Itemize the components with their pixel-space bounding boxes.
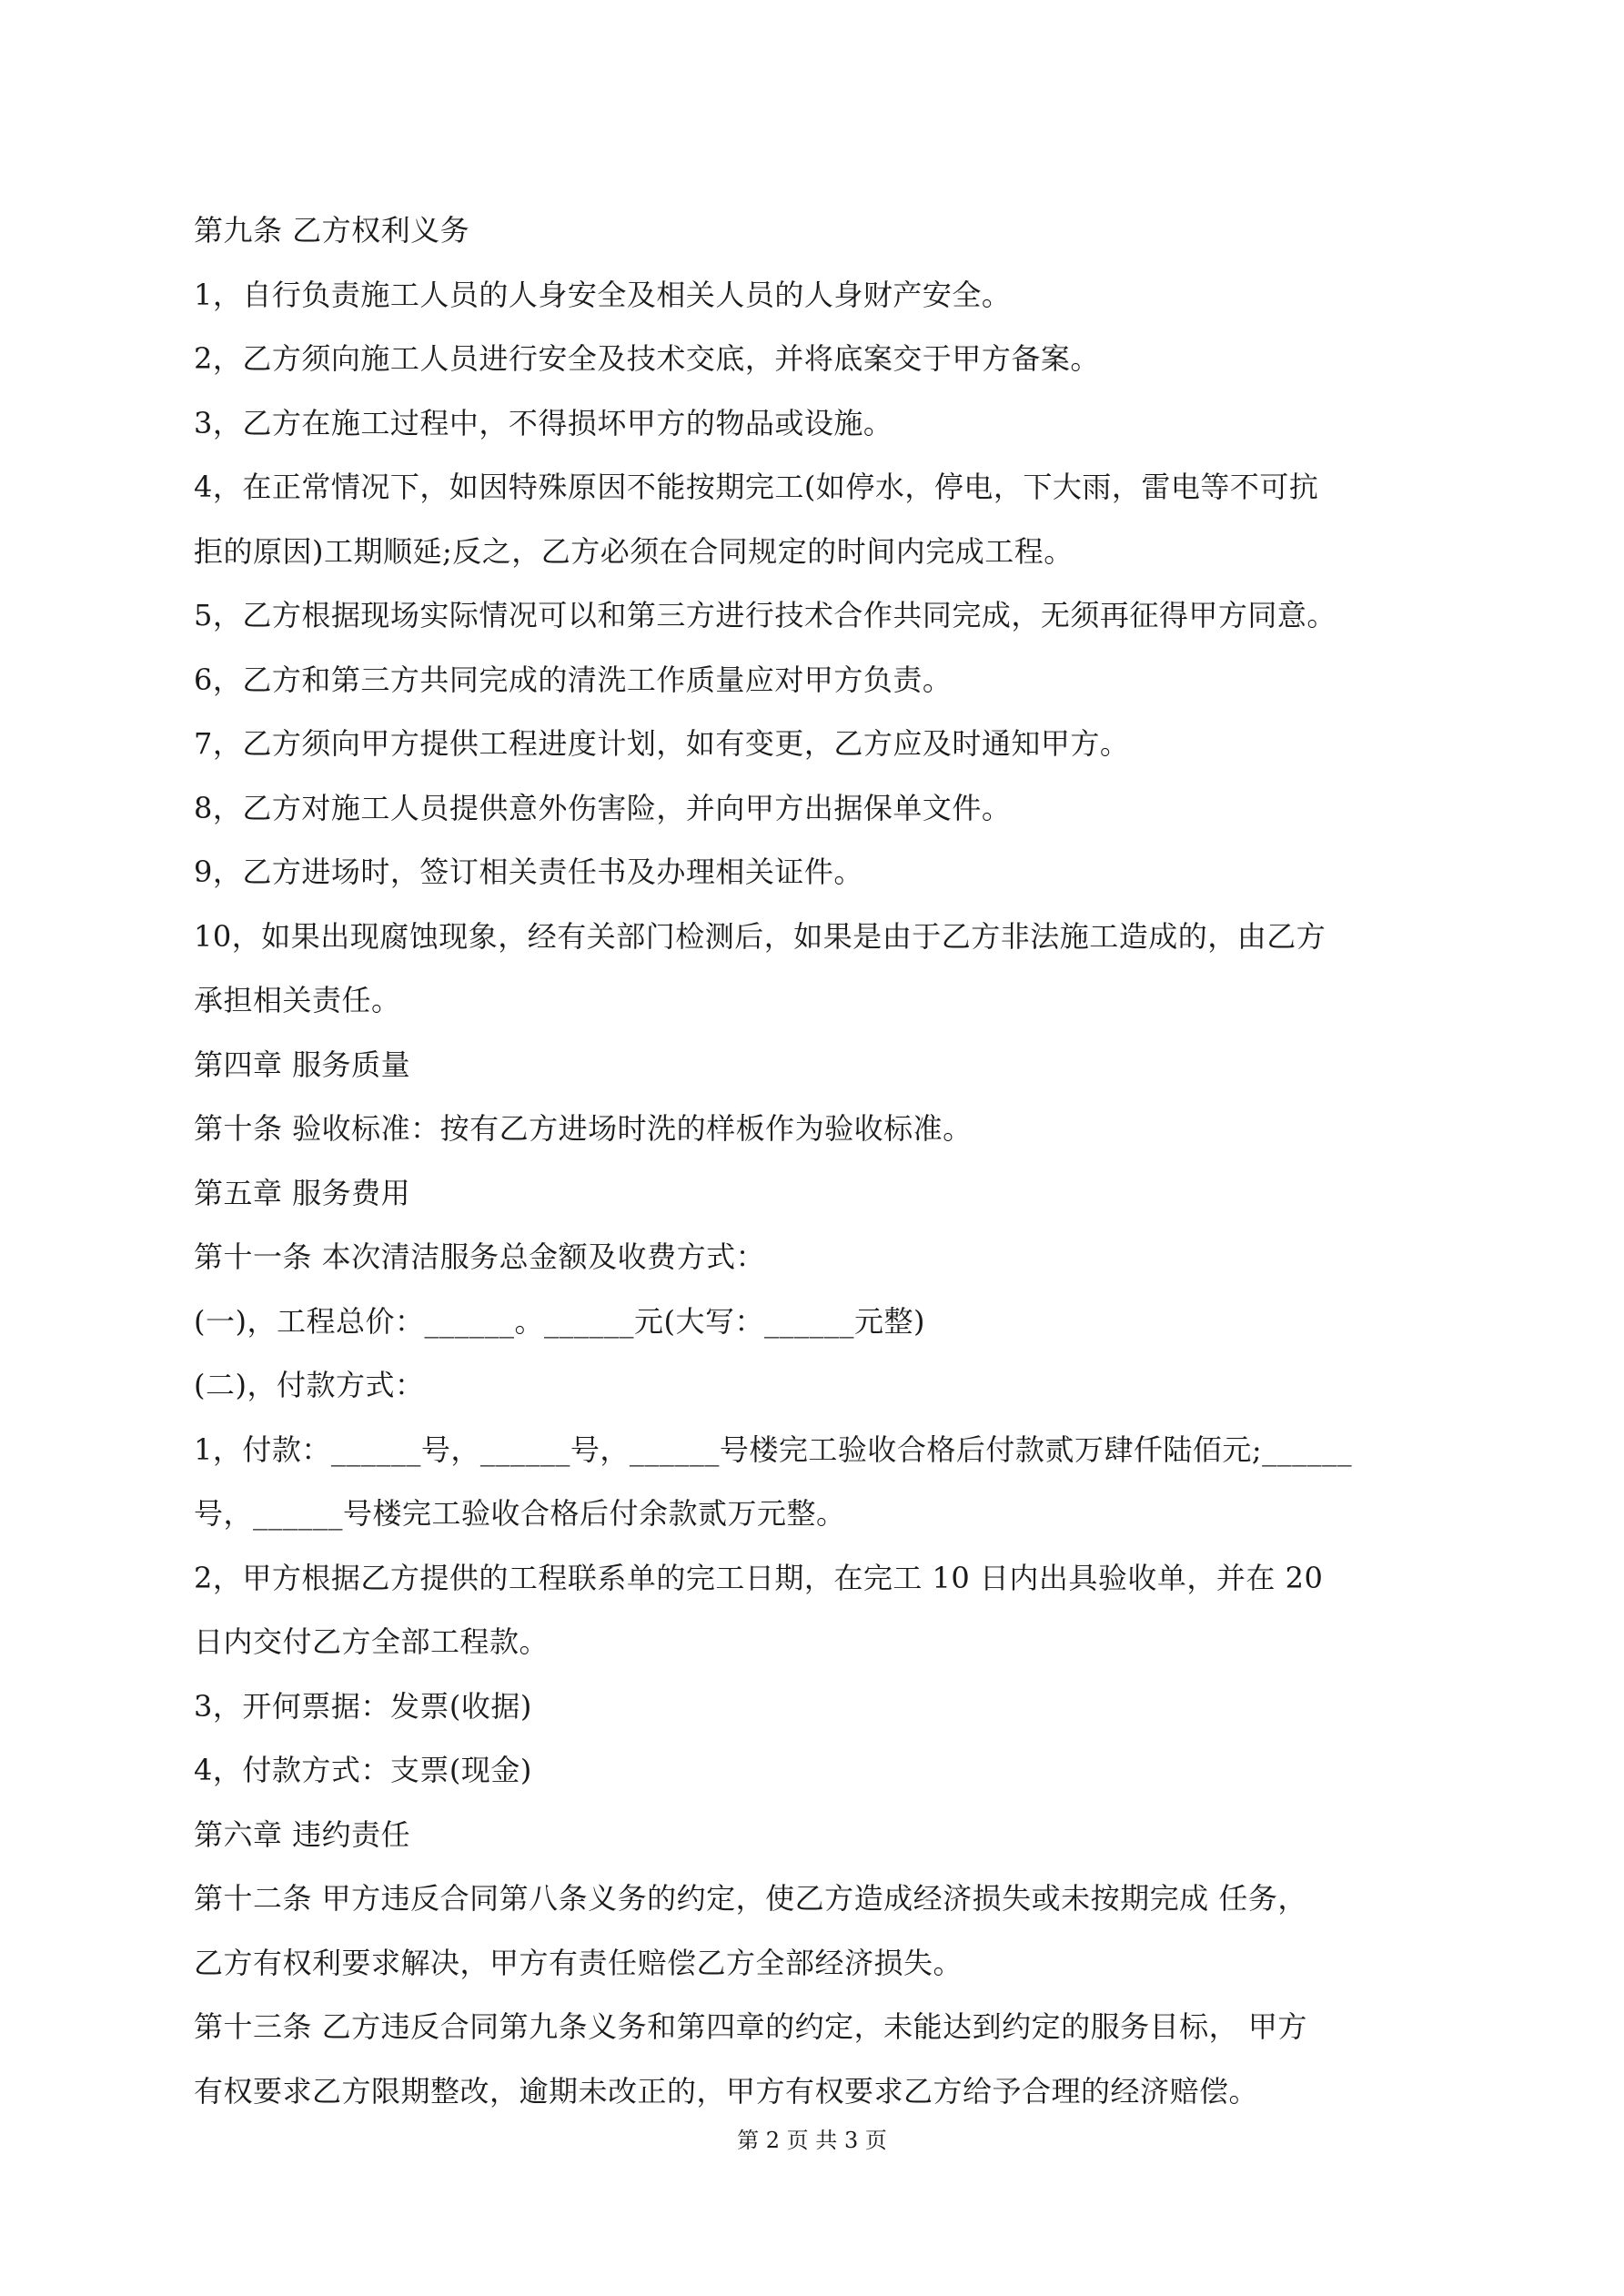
paragraph-line: 日内交付乙方全部工程款。 xyxy=(194,1624,550,1659)
chapter-heading-4: 第四章 服务质量 xyxy=(194,1047,411,1082)
paragraph-line: 4，在正常情况下，如因特殊原因不能按期完工(如停水，停电，下大雨，雷电等不可抗 xyxy=(194,470,1319,504)
paragraph-line: 第十一条 本次清洁服务总金额及收费方式： xyxy=(194,1239,766,1274)
paragraph-line: (一)，工程总价：______。______元(大写：______元整) xyxy=(194,1303,925,1339)
paragraph-line: 第十条 验收标准：按有乙方进场时洗的样板作为验收标准。 xyxy=(194,1111,973,1146)
paragraph-line: 7，乙方须向甲方提供工程进度计划，如有变更，乙方应及时通知甲方。 xyxy=(194,726,1130,761)
paragraph-line: 乙方有权利要求解决，甲方有责任赔偿乙方全部经济损失。 xyxy=(194,1945,963,1980)
paragraph-line: 10，如果出现腐蚀现象，经有关部门检测后，如果是由于乙方非法施工造成的，由乙方 xyxy=(194,918,1326,954)
paragraph-line: 有权要求乙方限期整改，逾期未改正的，甲方有权要求乙方给予合理的经济赔偿。 xyxy=(194,2073,1259,2109)
paragraph-line: 1，自行负责施工人员的人身安全及相关人员的人身财产安全。 xyxy=(194,277,1012,312)
paragraph-line: 4，付款方式：支票(现金) xyxy=(194,1753,532,1787)
paragraph-line: 第十二条 甲方违反合同第八条义务的约定，使乙方造成经济损失或未按期完成 任务， xyxy=(194,1881,1307,1916)
paragraph-line: 号，______号楼完工验收合格后付余款贰万元整。 xyxy=(194,1496,846,1531)
paragraph-line: 2，乙方须向施工人员进行安全及技术交底，并将底案交于甲方备案。 xyxy=(194,341,1100,376)
paragraph-line: 2，甲方根据乙方提供的工程联系单的完工日期，在完工 10 日内出具验收单，并在 20 xyxy=(194,1560,1324,1595)
chapter-heading-5: 第五章 服务费用 xyxy=(194,1175,411,1210)
paragraph-line: 1，付款：______号，______号，______号楼完工验收合格后付款贰万肆仟陆佰元;______ xyxy=(194,1431,1353,1467)
paragraph-line: 承担相关责任。 xyxy=(194,983,401,1017)
document-body xyxy=(194,198,1442,2123)
paragraph-line: 5，乙方根据现场实际情况可以和第三方进行技术合作共同完成，无须再征得甲方同意。 xyxy=(194,598,1337,632)
paragraph-line: 6，乙方和第三方共同完成的清洗工作质量应对甲方负责。 xyxy=(194,662,953,697)
paragraph-line: 9，乙方进场时，签订相关责任书及办理相关证件。 xyxy=(194,855,863,889)
chapter-heading-6: 第六章 违约责任 xyxy=(194,1816,411,1852)
paragraph-line: 3，乙方在施工过程中，不得损坏甲方的物品或设施。 xyxy=(194,405,893,440)
paragraph-line: 第十三条 乙方违反合同第九条义务和第四章的约定，未能达到约定的服务目标， 甲方 xyxy=(194,2009,1307,2044)
section-heading-article-9: 第九条 乙方权利义务 xyxy=(194,213,470,248)
paragraph-line: (二)，付款方式： xyxy=(194,1368,425,1402)
paragraph-line: 3，开何票据：发票(收据) xyxy=(194,1688,532,1724)
paragraph-line: 拒的原因)工期顺延;反之，乙方必须在合同规定的时间内完成工程。 xyxy=(194,533,1074,569)
paragraph-line: 8，乙方对施工人员提供意外伤害险，并向甲方出据保单文件。 xyxy=(194,790,1012,825)
page-number-footer: 第 2 页 共 3 页 xyxy=(737,2128,887,2153)
